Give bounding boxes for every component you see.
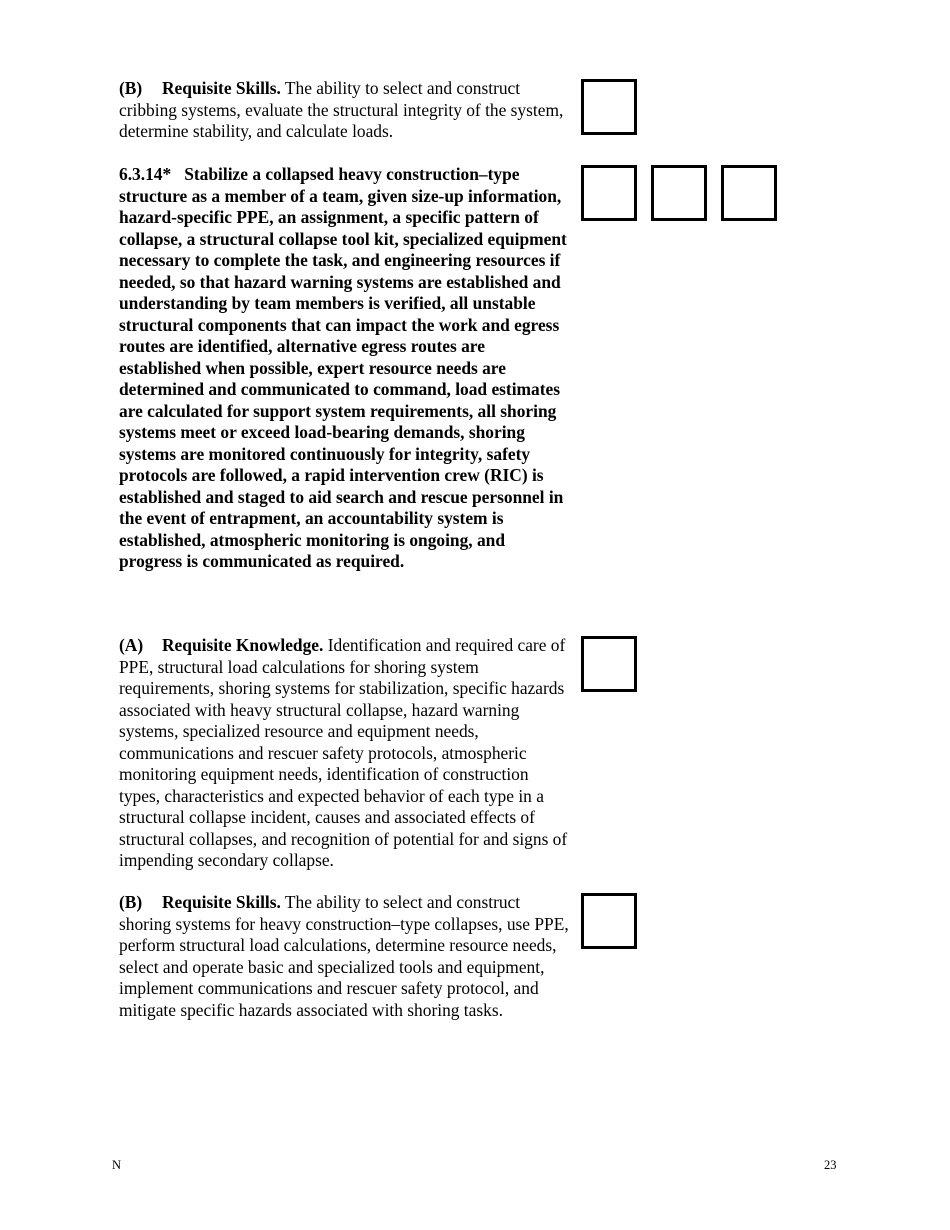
requisite-skills-paragraph-1 xyxy=(119,78,569,143)
checkbox-6-3-14-a[interactable] xyxy=(581,165,637,221)
paragraph-title: Requisite Skills. xyxy=(162,78,281,98)
paragraph-body: Identification and required care of PPE, structural load calculations for shoring system requirements, shoring systems for stabilization, specific hazards associated with heavy structural collapse, hazard warning systems, specialized resource and equipment needs, communications and rescuer safety protocols, atmospheric monitoring equipment needs, identification of construction types, characteristics and expected behavior of each type in a structural collapse incident, causes and associated effects of structural collapses, and recognition of potential for and signs of impending secondary collapse. xyxy=(119,635,568,870)
section-text: Stabilize a collapsed heavy construction–type structure as a member of a team, given size-up information, hazard-specific PPE, an assignment, a specific pattern of collapse, a structural collapse tool kit, specialized equipment necessary to complete the task, and engineering resources if needed, so that hazard warning systems are established and understanding by team members is verified, all unstable structural components that can impact the work and egress routes are identified, alternative egress routes are established when possible, expert resource needs are determined and communicated to command, load estimates are calculated for support system requirements, all shoring systems meet or exceed load-bearing demands, shoring systems are monitored continuously for integrity, safety protocols are followed, a rapid intervention crew (RIC) is established and staged to aid search and rescue personnel in the event of entrapment, an accountability system is established, atmospheric monitoring is ongoing, and progress is communicated as required. xyxy=(119,164,567,571)
paragraph-title: Requisite Skills. xyxy=(162,892,281,912)
checkbox-requisite-skills-2[interactable] xyxy=(581,893,637,949)
checkbox-requisite-knowledge[interactable] xyxy=(581,636,637,692)
paragraph-title: Requisite Knowledge. xyxy=(162,635,324,655)
page-number: 23 xyxy=(824,1158,837,1172)
checkbox-6-3-14-b[interactable] xyxy=(651,165,707,221)
section-6-3-14-paragraph xyxy=(119,164,569,573)
paragraph-label: (B) xyxy=(119,892,143,912)
paragraph-body: The ability to select and construct shoring systems for heavy construction–type collapses, use PPE, perform structural load calculations, determine resource needs, select and operate basic and specialized tools and equipment, implement communications and rescuer safety protocol, and mitigate specific hazards associated with shoring tasks. xyxy=(119,892,569,1020)
paragraph-label: (A) xyxy=(119,635,144,655)
checkbox-requisite-skills-1[interactable] xyxy=(581,79,637,135)
requisite-knowledge-paragraph xyxy=(119,635,569,872)
checkbox-6-3-14-c[interactable] xyxy=(721,165,777,221)
paragraph-body: The ability to select and construct cribbing systems, evaluate the structural integrity of the system, determine stability, and calculate loads. xyxy=(119,78,564,141)
paragraph-label: (B) xyxy=(119,78,143,98)
section-number: 6.3.14* xyxy=(119,164,172,184)
requisite-skills-paragraph-2 xyxy=(119,892,569,1021)
footer-left-mark: N xyxy=(112,1158,122,1172)
